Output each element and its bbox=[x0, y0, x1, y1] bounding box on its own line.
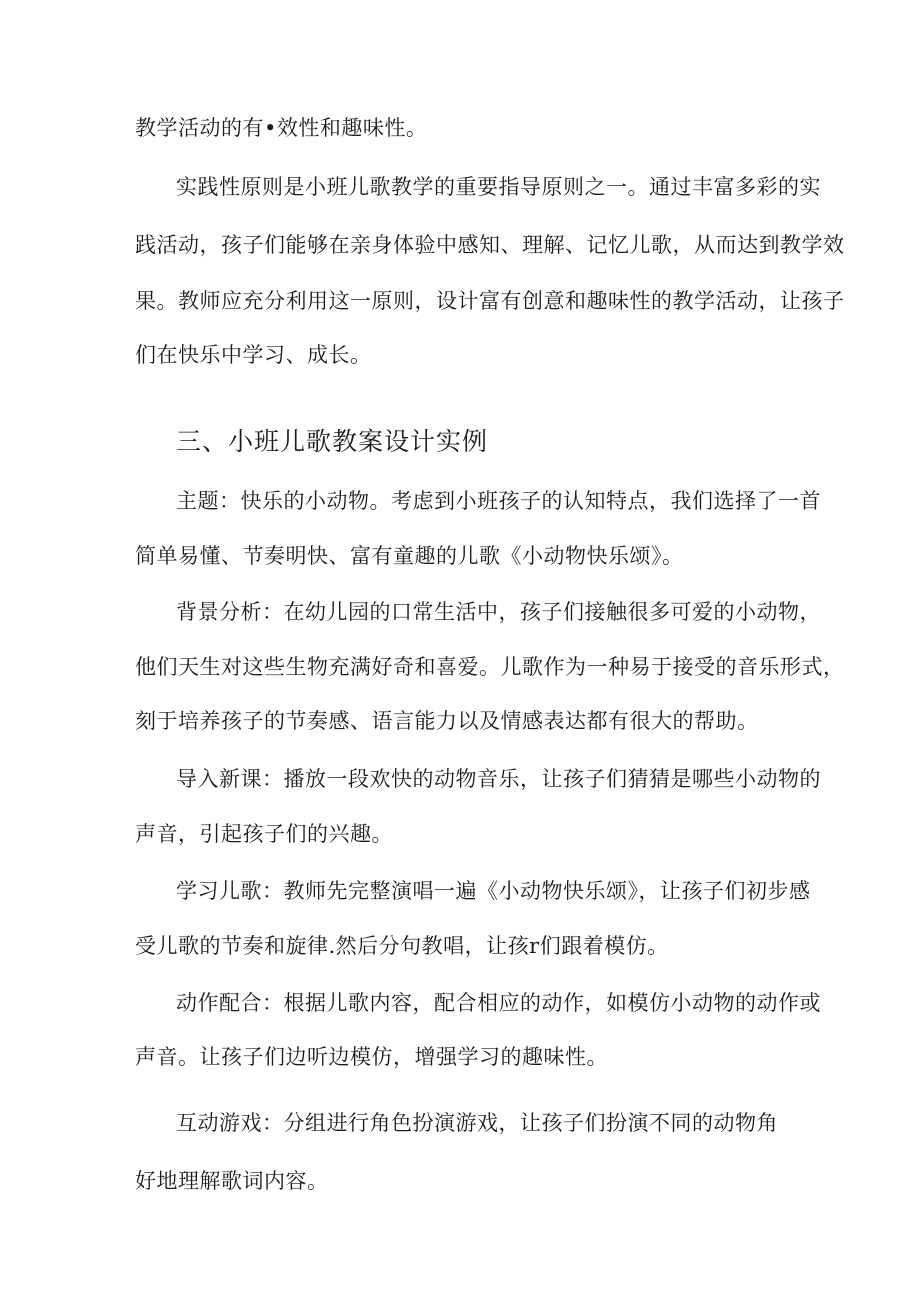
text-line: 背景分析：在幼儿园的口常生活中，孩子们接触很多可爱的小动物， bbox=[176, 600, 821, 624]
text-line: 好地理解歌词内容。 bbox=[135, 1169, 329, 1193]
text-line: 导入新课：播放一段欢快的动物音乐，让孩子们猜猜是哪些小动物的 bbox=[176, 767, 821, 791]
text-line: 互动游戏：分组进行角色扮演游戏，让孩子们扮演不同的动物角 bbox=[176, 1111, 778, 1135]
text-line: 教学活动的有•效性和趣味性。 bbox=[135, 116, 428, 140]
text-line: 受儿歌的节奏和旋律.然后分句教唱，让孩r们跟着模仿。 bbox=[135, 934, 669, 958]
text-line: 声音，引起孩子们的兴趣。 bbox=[135, 822, 393, 846]
text-line: 声音。让孩子们边听边模仿，增强学习的趣味性。 bbox=[135, 1045, 608, 1069]
text-line: 学习儿歌：教师先完整演唱一遍《小动物快乐颂》，让孩子们初步感 bbox=[176, 879, 811, 903]
text-line: 简单易懂、节奏明快、富有童趣的儿歌《小动物快乐颂》。 bbox=[135, 544, 684, 568]
text-line: 果。教师应充分利用这一原则，设计富有创意和趣味性的教学活动，让孩子 bbox=[135, 289, 845, 313]
text-line: 他们天生对这些生物充满好奇和喜爱。儿歌作为一种易于接受的音乐形式， bbox=[135, 655, 845, 679]
text-line: 们在快乐中学习、成长。 bbox=[135, 343, 372, 367]
text-line: 践活动，孩子们能够在亲身体验中感知、理解、记忆儿歌，从而达到教学效 bbox=[135, 233, 845, 257]
section-heading: 三、小班儿歌教案设计实例 bbox=[176, 427, 489, 456]
text-line: 刻于培养孩子的节奏感、语言能力以及情感表达都有很大的帮助。 bbox=[135, 709, 759, 733]
text-line: 主题：快乐的小动物。考虑到小班孩子的认知特点，我们选择了一首 bbox=[176, 489, 821, 513]
text-line: 动作配合：根据儿歌内容，配合相应的动作，如模仿小动物的动作或 bbox=[176, 991, 821, 1015]
text-line: 实践性原则是小班儿歌教学的重要指导原则之一。通过丰富多彩的实 bbox=[176, 175, 821, 199]
